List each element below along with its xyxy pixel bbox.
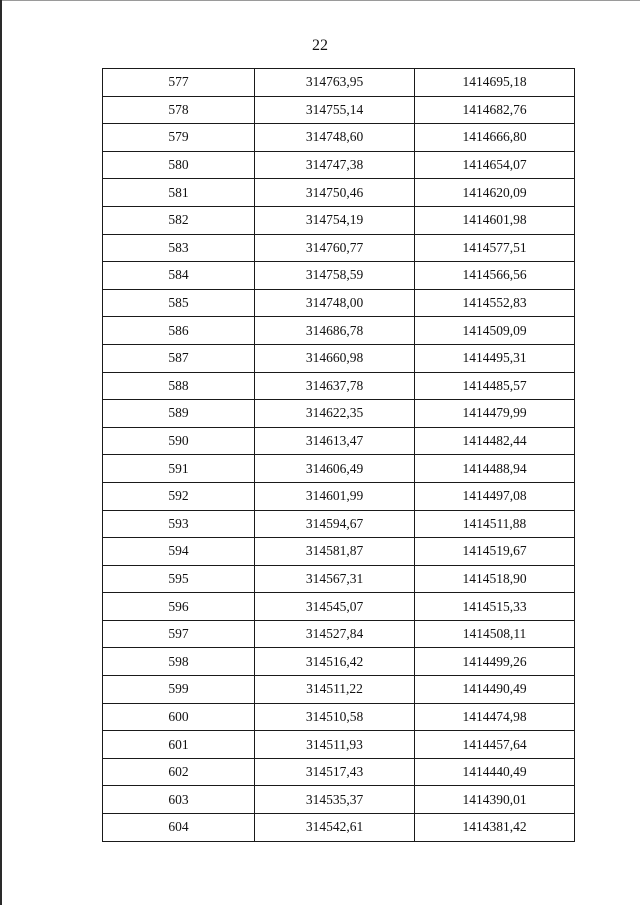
y-coordinate-cell: 1414479,99 <box>415 400 575 428</box>
y-coordinate-cell: 1414511,88 <box>415 510 575 538</box>
x-coordinate-cell: 314755,14 <box>255 96 415 124</box>
x-coordinate-cell: 314535,37 <box>255 786 415 814</box>
table-row <box>103 620 575 648</box>
y-coordinate-cell: 1414499,26 <box>415 648 575 676</box>
point-number-cell: 581 <box>103 179 255 207</box>
x-coordinate-cell: 314581,87 <box>255 538 415 566</box>
x-coordinate-cell: 314748,60 <box>255 124 415 152</box>
table-row <box>103 593 575 621</box>
x-coordinate-cell: 314542,61 <box>255 814 415 842</box>
scan-border-top <box>0 0 640 1</box>
x-coordinate-cell: 314601,99 <box>255 482 415 510</box>
y-coordinate-cell: 1414495,31 <box>415 344 575 372</box>
point-number-cell: 604 <box>103 814 255 842</box>
point-number-cell: 592 <box>103 482 255 510</box>
y-coordinate-cell: 1414508,11 <box>415 620 575 648</box>
y-coordinate-cell: 1414695,18 <box>415 69 575 97</box>
x-coordinate-cell: 314754,19 <box>255 206 415 234</box>
y-coordinate-cell: 1414457,64 <box>415 731 575 759</box>
table-row <box>103 482 575 510</box>
y-coordinate-cell: 1414518,90 <box>415 565 575 593</box>
x-coordinate-cell: 314516,42 <box>255 648 415 676</box>
x-coordinate-cell: 314622,35 <box>255 400 415 428</box>
table-row <box>103 538 575 566</box>
table-row <box>103 206 575 234</box>
table-row <box>103 814 575 842</box>
point-number-cell: 603 <box>103 786 255 814</box>
table-row <box>103 400 575 428</box>
table-row <box>103 317 575 345</box>
y-coordinate-cell: 1414497,08 <box>415 482 575 510</box>
x-coordinate-cell: 314758,59 <box>255 262 415 290</box>
x-coordinate-cell: 314567,31 <box>255 565 415 593</box>
table-row <box>103 372 575 400</box>
table-row <box>103 648 575 676</box>
table-row <box>103 69 575 97</box>
point-number-cell: 602 <box>103 758 255 786</box>
y-coordinate-cell: 1414654,07 <box>415 151 575 179</box>
x-coordinate-cell: 314637,78 <box>255 372 415 400</box>
point-number-cell: 594 <box>103 538 255 566</box>
x-coordinate-cell: 314545,07 <box>255 593 415 621</box>
point-number-cell: 599 <box>103 676 255 704</box>
point-number-cell: 595 <box>103 565 255 593</box>
y-coordinate-cell: 1414566,56 <box>415 262 575 290</box>
x-coordinate-cell: 314606,49 <box>255 455 415 483</box>
point-number-cell: 579 <box>103 124 255 152</box>
table-row <box>103 565 575 593</box>
table-row <box>103 179 575 207</box>
y-coordinate-cell: 1414381,42 <box>415 814 575 842</box>
page-number: 22 <box>312 37 328 54</box>
point-number-cell: 580 <box>103 151 255 179</box>
x-coordinate-cell: 314660,98 <box>255 344 415 372</box>
table-row <box>103 510 575 538</box>
x-coordinate-cell: 314747,38 <box>255 151 415 179</box>
table-row <box>103 758 575 786</box>
x-coordinate-cell: 314686,78 <box>255 317 415 345</box>
point-number-cell: 583 <box>103 234 255 262</box>
y-coordinate-cell: 1414509,09 <box>415 317 575 345</box>
x-coordinate-cell: 314511,93 <box>255 731 415 759</box>
y-coordinate-cell: 1414620,09 <box>415 179 575 207</box>
point-number-cell: 587 <box>103 344 255 372</box>
scan-border-left <box>0 0 2 905</box>
x-coordinate-cell: 314750,46 <box>255 179 415 207</box>
coordinates-table <box>102 68 575 842</box>
point-number-cell: 585 <box>103 289 255 317</box>
table-row <box>103 427 575 455</box>
table-row <box>103 786 575 814</box>
table-row <box>103 344 575 372</box>
point-number-cell: 590 <box>103 427 255 455</box>
y-coordinate-cell: 1414474,98 <box>415 703 575 731</box>
y-coordinate-cell: 1414552,83 <box>415 289 575 317</box>
y-coordinate-cell: 1414577,51 <box>415 234 575 262</box>
point-number-cell: 593 <box>103 510 255 538</box>
x-coordinate-cell: 314527,84 <box>255 620 415 648</box>
point-number-cell: 582 <box>103 206 255 234</box>
x-coordinate-cell: 314517,43 <box>255 758 415 786</box>
x-coordinate-cell: 314613,47 <box>255 427 415 455</box>
y-coordinate-cell: 1414682,76 <box>415 96 575 124</box>
table-row <box>103 151 575 179</box>
point-number-cell: 584 <box>103 262 255 290</box>
coordinates-table-body <box>103 69 575 842</box>
x-coordinate-cell: 314763,95 <box>255 69 415 97</box>
y-coordinate-cell: 1414515,33 <box>415 593 575 621</box>
table-row <box>103 96 575 124</box>
point-number-cell: 586 <box>103 317 255 345</box>
table-row <box>103 703 575 731</box>
point-number-cell: 577 <box>103 69 255 97</box>
table-row <box>103 289 575 317</box>
y-coordinate-cell: 1414485,57 <box>415 372 575 400</box>
point-number-cell: 596 <box>103 593 255 621</box>
x-coordinate-cell: 314511,22 <box>255 676 415 704</box>
table-row <box>103 234 575 262</box>
y-coordinate-cell: 1414440,49 <box>415 758 575 786</box>
point-number-cell: 588 <box>103 372 255 400</box>
table-row <box>103 124 575 152</box>
x-coordinate-cell: 314748,00 <box>255 289 415 317</box>
point-number-cell: 591 <box>103 455 255 483</box>
point-number-cell: 598 <box>103 648 255 676</box>
y-coordinate-cell: 1414601,98 <box>415 206 575 234</box>
table-row <box>103 731 575 759</box>
point-number-cell: 601 <box>103 731 255 759</box>
x-coordinate-cell: 314510,58 <box>255 703 415 731</box>
table-row <box>103 262 575 290</box>
y-coordinate-cell: 1414666,80 <box>415 124 575 152</box>
point-number-cell: 578 <box>103 96 255 124</box>
table-row <box>103 676 575 704</box>
point-number-cell: 589 <box>103 400 255 428</box>
y-coordinate-cell: 1414488,94 <box>415 455 575 483</box>
x-coordinate-cell: 314594,67 <box>255 510 415 538</box>
x-coordinate-cell: 314760,77 <box>255 234 415 262</box>
y-coordinate-cell: 1414519,67 <box>415 538 575 566</box>
y-coordinate-cell: 1414390,01 <box>415 786 575 814</box>
y-coordinate-cell: 1414482,44 <box>415 427 575 455</box>
point-number-cell: 597 <box>103 620 255 648</box>
y-coordinate-cell: 1414490,49 <box>415 676 575 704</box>
table-row <box>103 455 575 483</box>
point-number-cell: 600 <box>103 703 255 731</box>
